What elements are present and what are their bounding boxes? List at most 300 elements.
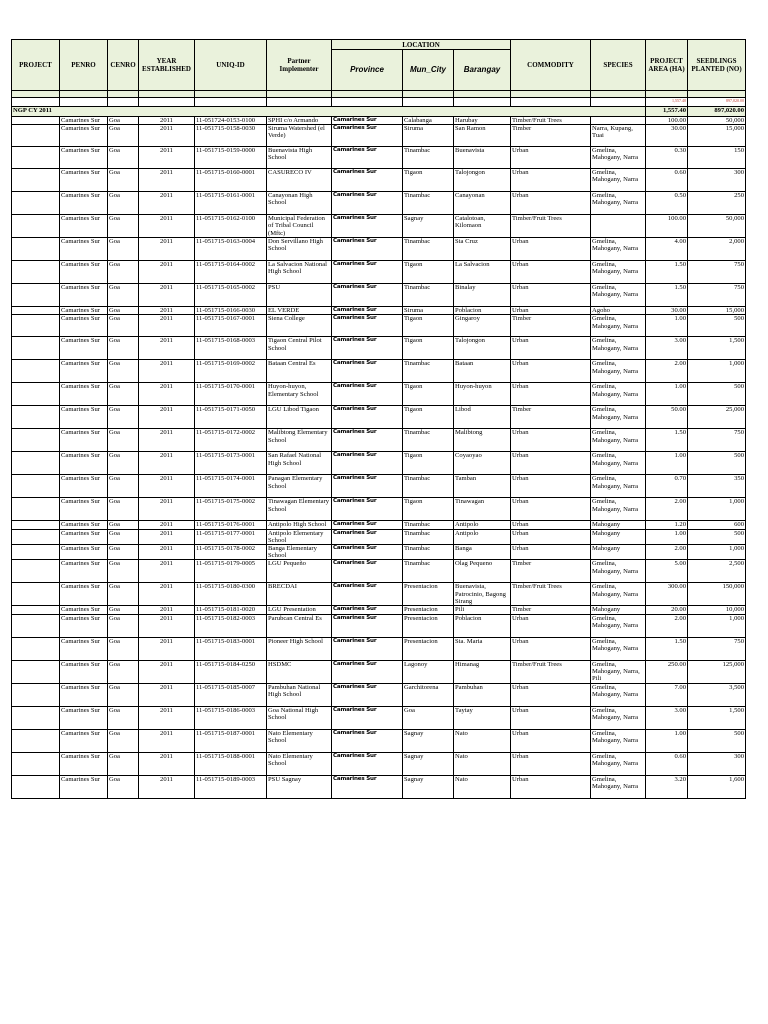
cell-seedlings: 1,000 <box>688 614 746 637</box>
header-seedlings: SEEDLINGS PLANTED (NO) <box>688 40 746 91</box>
cell-commodity: Urban <box>511 169 591 192</box>
cell-cenro: Goa <box>108 560 139 583</box>
cell-project <box>12 452 60 475</box>
cell-project <box>12 307 60 315</box>
cell-project <box>12 660 60 683</box>
cell-uniq-id: 11-051715-0179-0005 <box>195 560 267 583</box>
header-penro: PENRO <box>60 40 108 91</box>
table-row <box>12 498 746 521</box>
cell-province: Camarines Sur <box>332 192 403 215</box>
table-row <box>12 606 746 614</box>
cell-seedlings: 50,000 <box>688 117 746 125</box>
cell-mun-city: Tigaon <box>403 261 454 284</box>
cell-penro: Camarines Sur <box>60 614 108 637</box>
table-row <box>12 660 746 683</box>
cell-species: Gmelina, Mahogany, Narra <box>591 683 646 706</box>
cell-year: 2011 <box>139 521 195 529</box>
cell-year: 2011 <box>139 752 195 775</box>
cell-uniq-id: 11-051715-0187-0001 <box>195 729 267 752</box>
table-row <box>12 215 746 238</box>
cell-uniq-id: 11-051715-0167-0001 <box>195 315 267 337</box>
cell-uniq-id: 11-051715-0183-0001 <box>195 637 267 660</box>
cell-species: Gmelina, Mahogany, Narra <box>591 238 646 261</box>
cell-uniq-id: 11-051715-0185-0007 <box>195 683 267 706</box>
cell-area: 1.50 <box>646 261 688 284</box>
cell-year: 2011 <box>139 683 195 706</box>
cell-commodity: Timber <box>511 406 591 429</box>
cell-province: Camarines Sur <box>332 360 403 383</box>
cell-cenro: Goa <box>108 429 139 452</box>
cell-seedlings: 2,500 <box>688 560 746 583</box>
cell-commodity: Timber/Fruit Trees <box>511 583 591 606</box>
cell-uniq-id: 11-051715-0165-0002 <box>195 284 267 307</box>
cell-uniq-id: 11-051715-0158-0030 <box>195 125 267 147</box>
cell-project <box>12 117 60 125</box>
summary-seedlings: 897,020.00 <box>688 107 746 117</box>
cell-penro: Camarines Sur <box>60 452 108 475</box>
cell-cenro: Goa <box>108 192 139 215</box>
cell-area: 30.00 <box>646 125 688 147</box>
cell-area: 1.50 <box>646 637 688 660</box>
cell-area: 1.00 <box>646 315 688 337</box>
cell-barangay: Catalotoan, Kilomaon <box>454 215 511 238</box>
cell-barangay: Banga <box>454 545 511 560</box>
cell-mun-city: Presentacion <box>403 606 454 614</box>
cell-area: 2.00 <box>646 545 688 560</box>
table-row <box>12 406 746 429</box>
cell-cenro: Goa <box>108 583 139 606</box>
cell-mun-city: Tinambac <box>403 238 454 261</box>
cell-project <box>12 238 60 261</box>
cell-penro: Camarines Sur <box>60 752 108 775</box>
cell-commodity: Urban <box>511 775 591 798</box>
cell-cenro: Goa <box>108 383 139 406</box>
cell-cenro: Goa <box>108 238 139 261</box>
cell-seedlings: 500 <box>688 529 746 544</box>
cell-area: 7.00 <box>646 683 688 706</box>
cell-seedlings: 750 <box>688 261 746 284</box>
header-location: LOCATION <box>332 40 511 50</box>
cell-cenro: Goa <box>108 315 139 337</box>
cell-commodity: Urban <box>511 498 591 521</box>
cell-partner: Parubcan Central Es <box>267 614 332 637</box>
cell-partner: Bataan Central Es <box>267 360 332 383</box>
cell-penro: Camarines Sur <box>60 429 108 452</box>
cell-uniq-id: 11-051715-0163-0004 <box>195 238 267 261</box>
table-row <box>12 337 746 360</box>
cell-mun-city: Calabanga <box>403 117 454 125</box>
cell-barangay: Tinawagan <box>454 498 511 521</box>
cell-province: Camarines Sur <box>332 284 403 307</box>
cell-uniq-id: 11-051715-0176-0001 <box>195 521 267 529</box>
cell-barangay: Nato <box>454 752 511 775</box>
cell-seedlings: 125,000 <box>688 660 746 683</box>
cell-project <box>12 529 60 544</box>
cell-uniq-id: 11-051715-0182-0003 <box>195 614 267 637</box>
cell-commodity: Timber/Fruit Trees <box>511 215 591 238</box>
cell-mun-city: Tinambac <box>403 475 454 498</box>
cell-species: Gmelina, Mahogany, Narra <box>591 147 646 169</box>
cell-commodity: Urban <box>511 637 591 660</box>
cell-penro: Camarines Sur <box>60 529 108 544</box>
table-row <box>12 706 746 729</box>
cell-area: 1.20 <box>646 521 688 529</box>
cell-commodity: Timber <box>511 606 591 614</box>
cell-mun-city: Tigaon <box>403 315 454 337</box>
cell-seedlings: 15,000 <box>688 307 746 315</box>
cell-year: 2011 <box>139 238 195 261</box>
cell-partner: Municipal Federation of Tribal Council (Mftc) <box>267 215 332 238</box>
table-row <box>12 729 746 752</box>
cell-uniq-id: 11-051715-0181-0020 <box>195 606 267 614</box>
cell-project <box>12 752 60 775</box>
cell-partner: HSDMC <box>267 660 332 683</box>
cell-species <box>591 215 646 238</box>
header-year: YEAR ESTABLISHED <box>139 40 195 91</box>
cell-commodity: Timber <box>511 315 591 337</box>
cell-commodity: Timber/Fruit Trees <box>511 660 591 683</box>
cell-species: Gmelina, Mahogany, Narra <box>591 775 646 798</box>
cell-barangay: Binalay <box>454 284 511 307</box>
cell-barangay: Antipolo <box>454 521 511 529</box>
cell-uniq-id: 11-051715-0160-0001 <box>195 169 267 192</box>
cell-cenro: Goa <box>108 360 139 383</box>
cell-province: Camarines Sur <box>332 775 403 798</box>
cell-penro: Camarines Sur <box>60 169 108 192</box>
header-province: Province <box>332 50 403 91</box>
cell-mun-city: Garchitorena <box>403 683 454 706</box>
cell-mun-city: Goa <box>403 706 454 729</box>
cell-seedlings: 150 <box>688 147 746 169</box>
cell-barangay: Poblacion <box>454 614 511 637</box>
cell-area: 3.00 <box>646 706 688 729</box>
cell-seedlings: 1,000 <box>688 545 746 560</box>
cell-year: 2011 <box>139 215 195 238</box>
cell-cenro: Goa <box>108 660 139 683</box>
summary-label: NGP CY 2011 <box>12 107 646 117</box>
cell-cenro: Goa <box>108 614 139 637</box>
cell-commodity: Urban <box>511 238 591 261</box>
cell-province: Camarines Sur <box>332 560 403 583</box>
cell-commodity: Timber <box>511 125 591 147</box>
cell-project <box>12 192 60 215</box>
cell-species: Gmelina, Mahogany, Narra, Pili <box>591 660 646 683</box>
cell-mun-city: Tigaon <box>403 169 454 192</box>
cell-project <box>12 284 60 307</box>
table-row <box>12 529 746 544</box>
cell-seedlings: 1,500 <box>688 706 746 729</box>
cell-project <box>12 498 60 521</box>
cell-commodity: Urban <box>511 261 591 284</box>
cell-seedlings: 1,000 <box>688 498 746 521</box>
table-row <box>12 360 746 383</box>
cell-province: Camarines Sur <box>332 637 403 660</box>
cell-species: Gmelina, Mahogany, Narra <box>591 429 646 452</box>
cell-species: Gmelina, Mahogany, Narra <box>591 315 646 337</box>
cell-mun-city: Tigaon <box>403 452 454 475</box>
cell-penro: Camarines Sur <box>60 683 108 706</box>
cell-species: Gmelina, Mahogany, Narra <box>591 729 646 752</box>
cell-cenro: Goa <box>108 775 139 798</box>
cell-partner: Panagan Elementary School <box>267 475 332 498</box>
cell-barangay: Malibtong <box>454 429 511 452</box>
cell-penro: Camarines Sur <box>60 315 108 337</box>
cell-year: 2011 <box>139 406 195 429</box>
cell-province: Camarines Sur <box>332 261 403 284</box>
cell-barangay: Sta. Maria <box>454 637 511 660</box>
cell-seedlings: 1,000 <box>688 360 746 383</box>
table-row <box>12 307 746 315</box>
cell-seedlings: 750 <box>688 284 746 307</box>
cell-partner: PSU Sagnay <box>267 775 332 798</box>
cell-province: Camarines Sur <box>332 215 403 238</box>
table-row <box>12 583 746 606</box>
cell-seedlings: 350 <box>688 475 746 498</box>
table-row <box>12 169 746 192</box>
cell-mun-city: Sagnay <box>403 752 454 775</box>
cell-uniq-id: 11-051715-0189-0003 <box>195 775 267 798</box>
cell-year: 2011 <box>139 307 195 315</box>
cell-year: 2011 <box>139 498 195 521</box>
cell-penro: Camarines Sur <box>60 307 108 315</box>
cell-uniq-id: 11-051715-0161-0001 <box>195 192 267 215</box>
cell-cenro: Goa <box>108 215 139 238</box>
tiny-total-row <box>12 98 746 107</box>
cell-province: Camarines Sur <box>332 169 403 192</box>
cell-barangay: Libod <box>454 406 511 429</box>
table-row <box>12 775 746 798</box>
cell-year: 2011 <box>139 147 195 169</box>
cell-partner: SPHI c/o Armando <box>267 117 332 125</box>
cell-project <box>12 147 60 169</box>
cell-area: 300.00 <box>646 583 688 606</box>
table-row <box>12 383 746 406</box>
cell-seedlings: 1,500 <box>688 337 746 360</box>
cell-year: 2011 <box>139 261 195 284</box>
header-barangay: Barangay <box>454 50 511 91</box>
header-species: SPECIES <box>591 40 646 91</box>
cell-year: 2011 <box>139 529 195 544</box>
cell-partner: La Salvacion National High School <box>267 261 332 284</box>
cell-cenro: Goa <box>108 521 139 529</box>
cell-partner: Antipolo High School <box>267 521 332 529</box>
table-row <box>12 475 746 498</box>
cell-year: 2011 <box>139 192 195 215</box>
cell-uniq-id: 11-051715-0175-0002 <box>195 498 267 521</box>
cell-partner: EL VERDE <box>267 307 332 315</box>
cell-partner: Goa National High School <box>267 706 332 729</box>
cell-uniq-id: 11-051715-0177-0001 <box>195 529 267 544</box>
table-row <box>12 125 746 147</box>
cell-cenro: Goa <box>108 637 139 660</box>
cell-seedlings: 150,000 <box>688 583 746 606</box>
cell-cenro: Goa <box>108 117 139 125</box>
cell-species: Gmelina, Mahogany, Narra <box>591 261 646 284</box>
table-row <box>12 452 746 475</box>
cell-partner: Siruma Watershed (el Verde) <box>267 125 332 147</box>
header-commodity: COMMODITY <box>511 40 591 91</box>
cell-project <box>12 560 60 583</box>
cell-area: 30.00 <box>646 307 688 315</box>
cell-penro: Camarines Sur <box>60 360 108 383</box>
cell-uniq-id: 11-051715-0162-0100 <box>195 215 267 238</box>
cell-cenro: Goa <box>108 475 139 498</box>
cell-seedlings: 10,000 <box>688 606 746 614</box>
cell-partner: Siena College <box>267 315 332 337</box>
cell-species: Gmelina, Mahogany, Narra <box>591 169 646 192</box>
cell-cenro: Goa <box>108 406 139 429</box>
cell-cenro: Goa <box>108 545 139 560</box>
cell-penro: Camarines Sur <box>60 706 108 729</box>
cell-project <box>12 637 60 660</box>
cell-partner: Huyon-huyon, Elementary School <box>267 383 332 406</box>
cell-cenro: Goa <box>108 307 139 315</box>
cell-barangay: Talojongon <box>454 169 511 192</box>
cell-area: 1.00 <box>646 529 688 544</box>
table-row <box>12 560 746 583</box>
cell-barangay: Talojongon <box>454 337 511 360</box>
cell-area: 1.50 <box>646 429 688 452</box>
cell-cenro: Goa <box>108 261 139 284</box>
cell-area: 3.00 <box>646 337 688 360</box>
cell-uniq-id: 11-051715-0170-0001 <box>195 383 267 406</box>
cell-province: Camarines Sur <box>332 337 403 360</box>
cell-penro: Camarines Sur <box>60 117 108 125</box>
cell-barangay: Buenavista, Patrocinio, Bagong Sirang <box>454 583 511 606</box>
cell-uniq-id: 11-051715-0174-0001 <box>195 475 267 498</box>
cell-uniq-id: 11-051715-0164-0002 <box>195 261 267 284</box>
cell-penro: Camarines Sur <box>60 192 108 215</box>
cell-seedlings: 15,000 <box>688 125 746 147</box>
cell-commodity: Urban <box>511 360 591 383</box>
cell-partner: San Rafael National High School <box>267 452 332 475</box>
cell-seedlings: 300 <box>688 169 746 192</box>
cell-species: Gmelina, Mahogany, Narra <box>591 706 646 729</box>
cell-project <box>12 614 60 637</box>
cell-project <box>12 683 60 706</box>
cell-seedlings: 600 <box>688 521 746 529</box>
cell-area: 1.50 <box>646 284 688 307</box>
cell-area: 100.00 <box>646 215 688 238</box>
cell-mun-city: Presentacion <box>403 637 454 660</box>
cell-mun-city: Siruma <box>403 307 454 315</box>
cell-mun-city: Tinambac <box>403 560 454 583</box>
table-row <box>12 545 746 560</box>
cell-uniq-id: 11-051715-0180-0300 <box>195 583 267 606</box>
cell-mun-city: Tinambac <box>403 360 454 383</box>
cell-commodity: Urban <box>511 383 591 406</box>
cell-species: Gmelina, Mahogany, Narra <box>591 284 646 307</box>
cell-province: Camarines Sur <box>332 529 403 544</box>
cell-mun-city: Tinambac <box>403 147 454 169</box>
summary-area: 1,557.40 <box>646 107 688 117</box>
cell-species: Gmelina, Mahogany, Narra <box>591 337 646 360</box>
cell-seedlings: 2,000 <box>688 238 746 261</box>
cell-species: Mahogany <box>591 606 646 614</box>
cell-barangay: Antipolo <box>454 529 511 544</box>
cell-penro: Camarines Sur <box>60 545 108 560</box>
table-row <box>12 521 746 529</box>
cell-penro: Camarines Sur <box>60 606 108 614</box>
cell-penro: Camarines Sur <box>60 775 108 798</box>
cell-province: Camarines Sur <box>332 315 403 337</box>
table-row <box>12 147 746 169</box>
cell-province: Camarines Sur <box>332 307 403 315</box>
cell-year: 2011 <box>139 360 195 383</box>
cell-barangay: Buenavista <box>454 147 511 169</box>
cell-project <box>12 429 60 452</box>
cell-species: Narra, Kupang, Tuai <box>591 125 646 147</box>
cell-area: 0.70 <box>646 475 688 498</box>
cell-province: Camarines Sur <box>332 125 403 147</box>
cell-partner: PSU <box>267 284 332 307</box>
cell-penro: Camarines Sur <box>60 238 108 261</box>
cell-project <box>12 383 60 406</box>
cell-cenro: Goa <box>108 452 139 475</box>
cell-partner: Canayonan High School <box>267 192 332 215</box>
header-project: PROJECT <box>12 40 60 91</box>
cell-project <box>12 521 60 529</box>
cell-barangay: Himanag <box>454 660 511 683</box>
cell-partner: Malibtong Elementary School <box>267 429 332 452</box>
cell-commodity: Urban <box>511 147 591 169</box>
cell-year: 2011 <box>139 583 195 606</box>
header-project-area: PROJECT AREA (HA) <box>646 40 688 91</box>
cell-species: Agoho <box>591 307 646 315</box>
cell-partner: CASURECO IV <box>267 169 332 192</box>
cell-cenro: Goa <box>108 125 139 147</box>
cell-year: 2011 <box>139 606 195 614</box>
cell-commodity: Urban <box>511 752 591 775</box>
cell-cenro: Goa <box>108 529 139 544</box>
table-row <box>12 284 746 307</box>
cell-year: 2011 <box>139 452 195 475</box>
cell-area: 1.00 <box>646 452 688 475</box>
cell-uniq-id: 11-051715-0171-0050 <box>195 406 267 429</box>
cell-mun-city: Presentacion <box>403 583 454 606</box>
header-mun-city: Mun_City <box>403 50 454 91</box>
cell-seedlings: 300 <box>688 752 746 775</box>
cell-province: Camarines Sur <box>332 475 403 498</box>
cell-species: Gmelina, Mahogany, Narra <box>591 752 646 775</box>
cell-penro: Camarines Sur <box>60 147 108 169</box>
cell-seedlings: 250 <box>688 192 746 215</box>
cell-penro: Camarines Sur <box>60 284 108 307</box>
cell-mun-city: Sagnay <box>403 215 454 238</box>
cell-commodity: Urban <box>511 192 591 215</box>
cell-barangay: La Salvacion <box>454 261 511 284</box>
cell-commodity: Urban <box>511 545 591 560</box>
cell-partner: Pioneer High School <box>267 637 332 660</box>
cell-partner: Tigaon Central Pilot School <box>267 337 332 360</box>
table-row <box>12 261 746 284</box>
cell-mun-city: Tigaon <box>403 406 454 429</box>
cell-area: 1.00 <box>646 383 688 406</box>
cell-province: Camarines Sur <box>332 729 403 752</box>
cell-partner: BRECDAI <box>267 583 332 606</box>
ngp-table <box>11 39 746 799</box>
cell-mun-city: Tinambac <box>403 545 454 560</box>
cell-barangay: Nato <box>454 775 511 798</box>
cell-uniq-id: 11-051715-0172-0002 <box>195 429 267 452</box>
cell-barangay: Sta Cruz <box>454 238 511 261</box>
cell-cenro: Goa <box>108 498 139 521</box>
cell-mun-city: Lagonoy <box>403 660 454 683</box>
cell-commodity: Urban <box>511 429 591 452</box>
cell-penro: Camarines Sur <box>60 406 108 429</box>
cell-partner: Banga Elementary School <box>267 545 332 560</box>
cell-area: 20.00 <box>646 606 688 614</box>
